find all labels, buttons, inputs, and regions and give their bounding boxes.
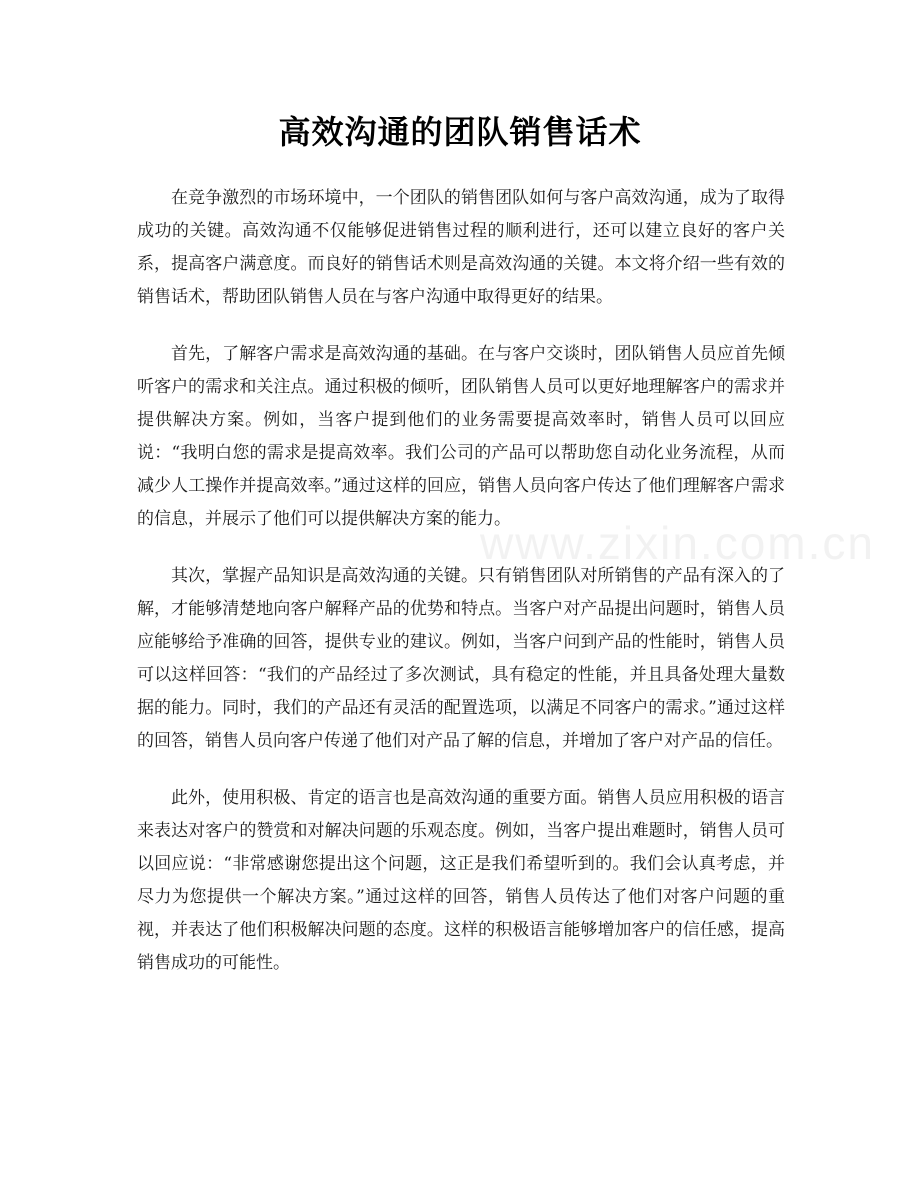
document-title: 高效沟通的团队销售话术	[278, 113, 642, 151]
document-body	[137, 182, 785, 1004]
paragraph-intro: 在竞争激烈的市场环境中，一个团队的销售团队如何与客户高效沟通，成为了取得成功的关键。高效沟通不仅能够促进销售过程的顺利进行，还可以建立良好的客户关系，提高客户满意度。而良好的销售话术则是高效沟通的关键。本文将介绍一些有效的销售话术，帮助团队销售人员在与客户沟通中取得更好的结果。	[137, 188, 785, 307]
watermark-text: www.zixin.com.cn	[480, 517, 875, 569]
paragraph-customer-needs: 首先，了解客户需求是高效沟通的基础。在与客户交谈时，团队销售人员应首先倾听客户的需求和关注点。通过积极的倾听，团队销售人员可以更好地理解客户的需求并提供解决方案。例如，当客户提到他们的业务需要提高效率时，销售人员可以回应说：“我明白您的需求是提高效率。我们公司的产品可以帮助您自动化业务流程，从而减少人工操作并提高效率。”通过这样的回应，销售人员向客户传达了他们理解客户需求的信息，并展示了他们可以提供解决方案的能力。	[137, 344, 785, 529]
paragraph-positive-language: 此外，使用积极、肯定的语言也是高效沟通的重要方面。销售人员应用积极的语言来表达对客户的赞赏和对解决问题的乐观态度。例如，当客户提出难题时，销售人员可以回应说：“非常感谢您提出这个问题，这正是我们希望听到的。我们会认真考虑，并尽力为您提供一个解决方案。”通过这样的回答，销售人员传达了他们对客户问题的重视，并表达了他们积极解决问题的态度。这样的积极语言能够增加客户的信任感，提高销售成功的可能性。	[137, 788, 785, 973]
paragraph-product-knowledge: 其次，掌握产品知识是高效沟通的关键。只有销售团队对所销售的产品有深入的了解，才能够清楚地向客户解释产品的优势和特点。当客户对产品提出问题时，销售人员应能够给予准确的回答，提供专业的建议。例如，当客户问到产品的性能时，销售人员可以这样回答：“我们的产品经过了多次测试，具有稳定的性能，并且具备处理大量数据的能力。同时，我们的产品还有灵活的配置选项，以满足不同客户的需求。”通过这样的回答，销售人员向客户传递了他们对产品了解的信息，并增加了客户对产品的信任。	[137, 566, 785, 751]
